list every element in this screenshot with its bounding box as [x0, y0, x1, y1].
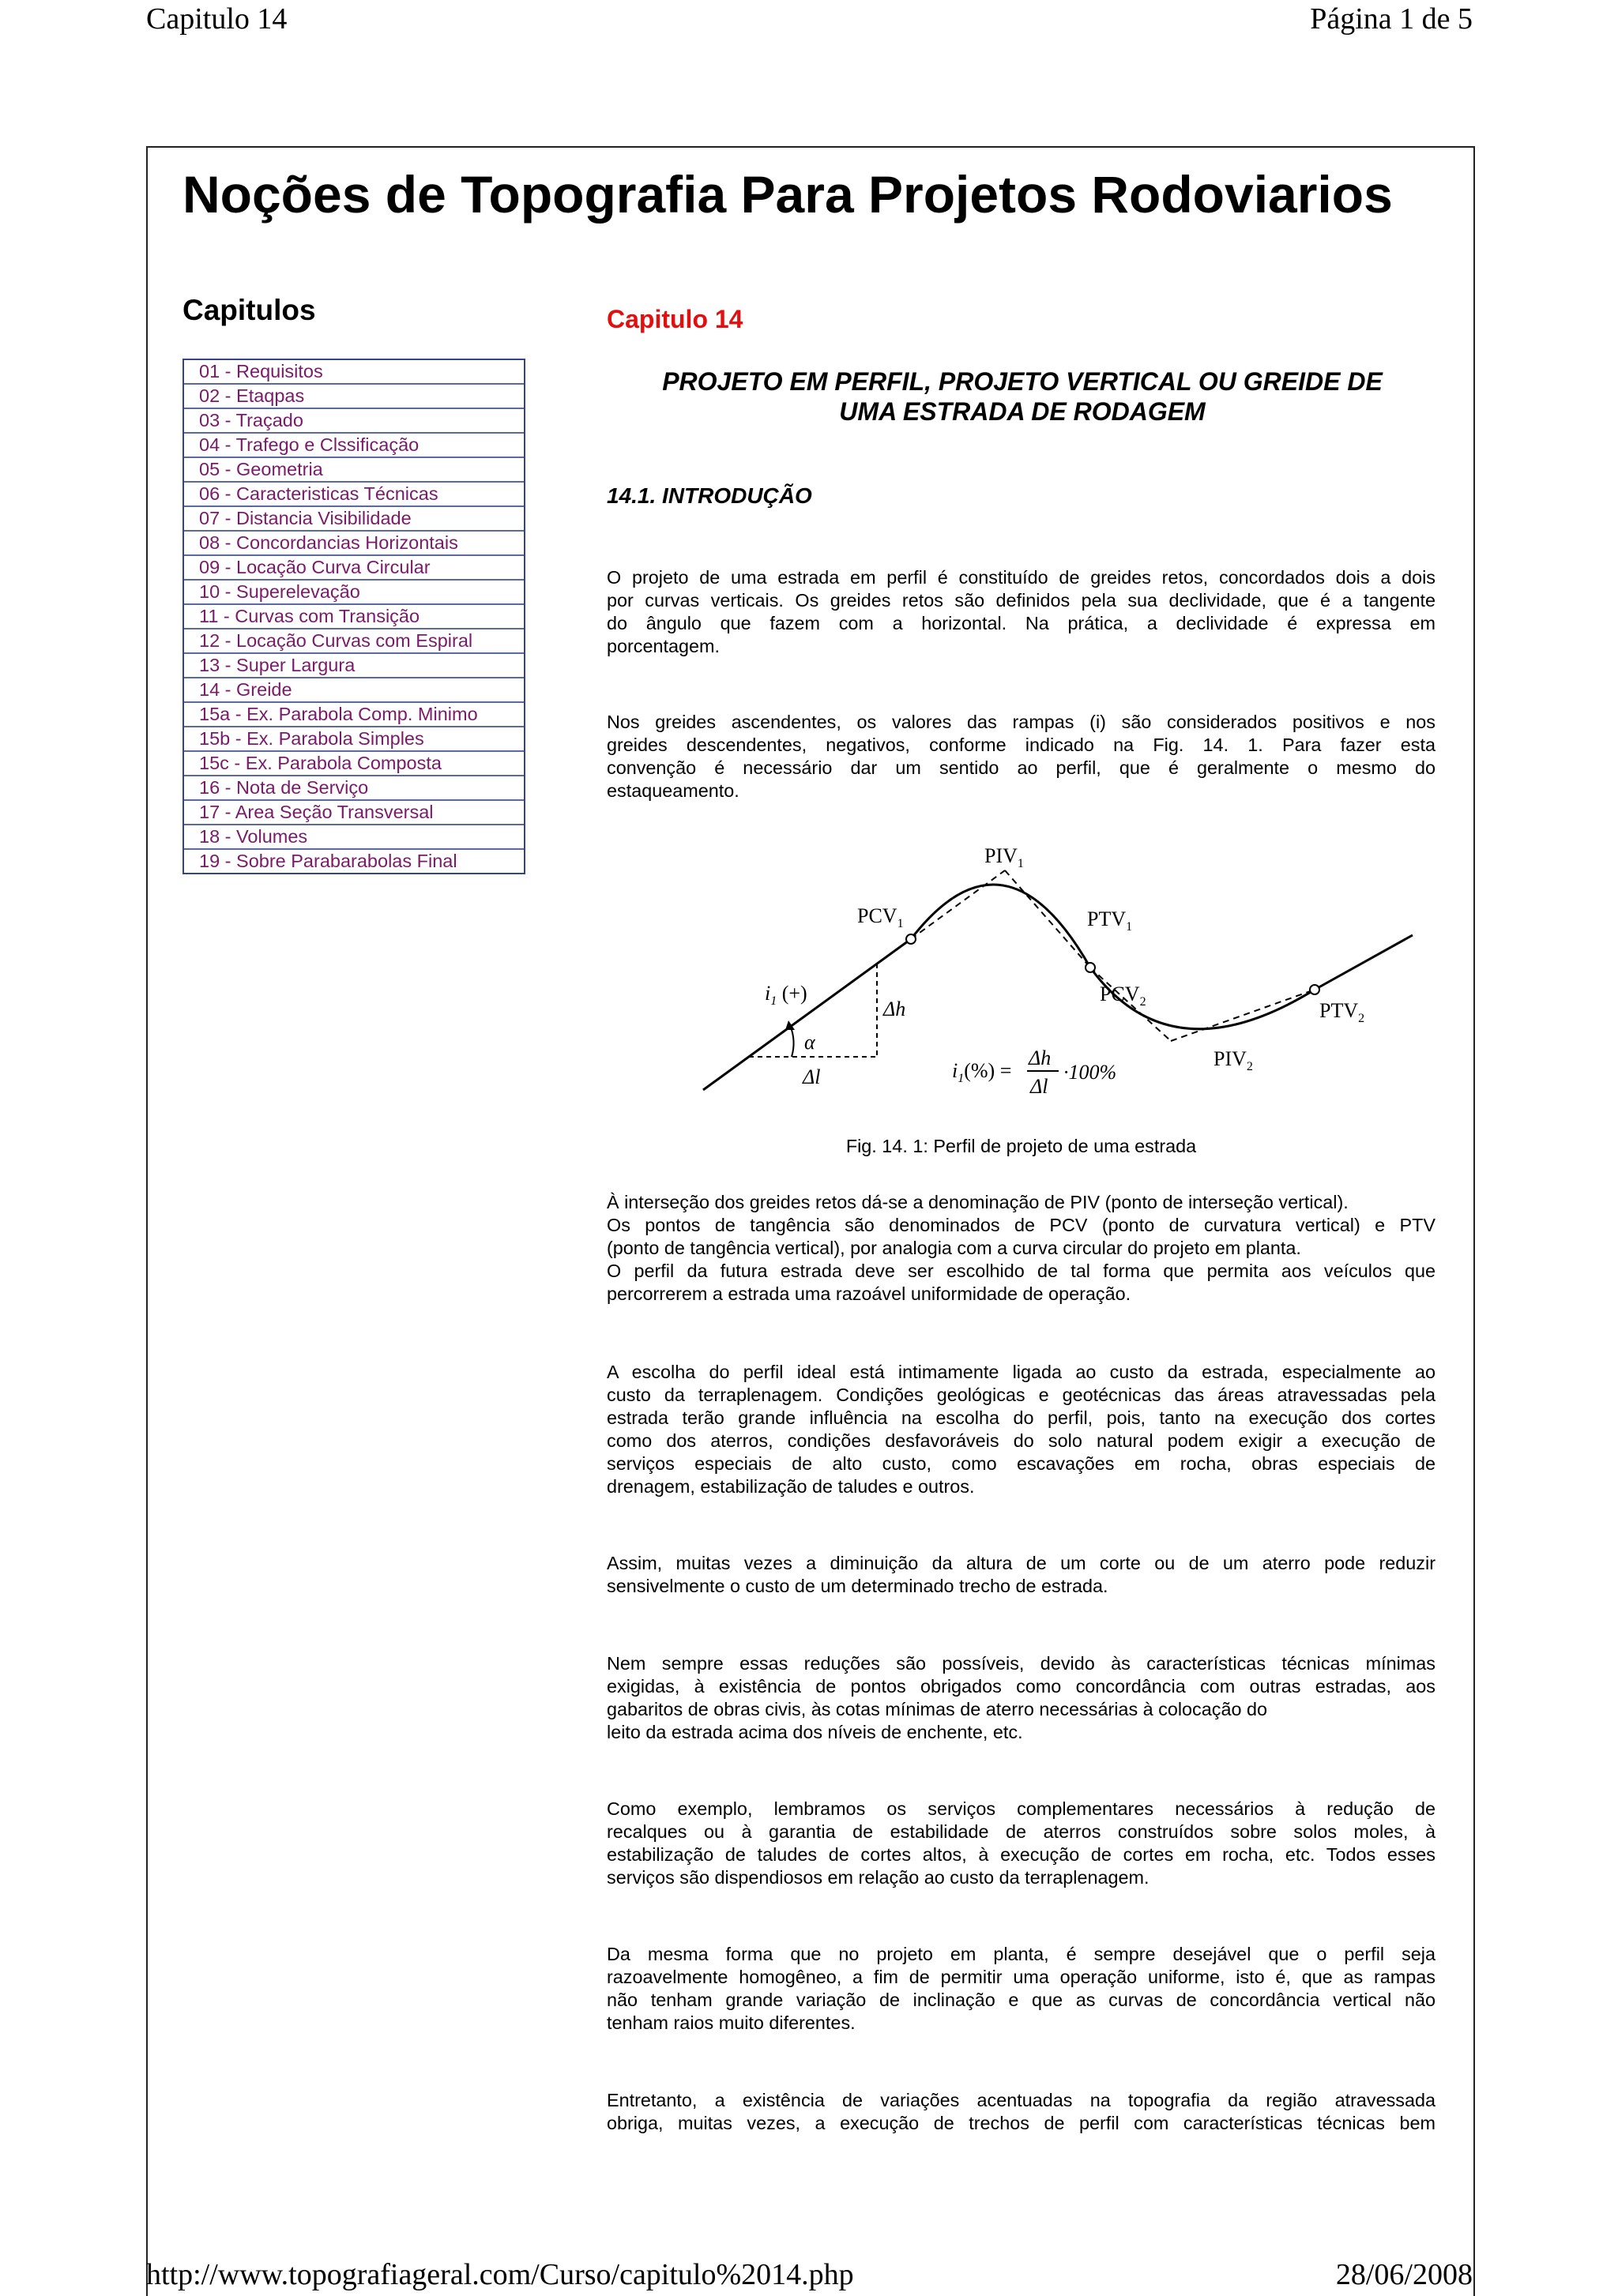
paragraph-9	[607, 2089, 1436, 2135]
paragraph-line: por curvas verticais. Os greides retos são definidos pela sua declividade, que é a tangente	[607, 590, 1436, 611]
chapter-link-16[interactable]: 16 - Nota de Serviço	[184, 776, 524, 801]
paragraph-line: leito da estrada acima dos níveis de enchente, etc.	[607, 1722, 1023, 1742]
page-title: Noções de Topografia Para Projetos Rodoviarios	[182, 165, 1393, 224]
chapter-link-19[interactable]: 19 - Sobre Parabarabolas Final	[199, 851, 457, 871]
formula-rhs: ·100%	[1063, 1061, 1117, 1084]
paragraph-line: Nem sempre essas reduções são possíveis, devido às características técnicas mínimas	[607, 1653, 1436, 1674]
paragraph-line: À interseção dos greides retos dá-se a denominação de PIV (ponto de interseção vertical).	[607, 1192, 1349, 1212]
paragraph-3	[607, 1191, 1436, 1306]
paragraph-line: estaqueamento.	[607, 780, 739, 801]
chapter-link-03[interactable]: 03 - Traçado	[184, 409, 524, 434]
paragraph-line: razoavelmente homogêneo, a fim de permitir uma operação uniforme, isto é, que as rampas	[607, 1967, 1436, 1987]
figure-caption: Fig. 14. 1: Perfil de projeto de uma estrada	[845, 1136, 1197, 1156]
paragraph-line: (ponto de tangência vertical), por analogia com a curva circular do projeto em planta.	[607, 1238, 1301, 1258]
alpha-label: α	[804, 1031, 815, 1054]
chapter-link-05[interactable]: 05 - Geometria	[184, 458, 524, 483]
chapter-link-15c[interactable]: 15c - Ex. Parabola Composta	[184, 752, 524, 776]
tangent-from-piv2	[1171, 990, 1315, 1041]
paragraph-line: exigidas, à existência de pontos obrigados como concordância com outras estradas, aos	[607, 1676, 1436, 1697]
chapter-link-11[interactable]: 11 - Curvas com Transição	[184, 605, 524, 629]
paragraph-line: Como exemplo, lembramos os serviços complementares necessários à redução de	[607, 1798, 1436, 1819]
chapter-link-09[interactable]: 09 - Locação Curva Circular	[184, 556, 524, 581]
tangent-to-piv1	[911, 870, 1005, 939]
grade-line-end	[1315, 935, 1413, 990]
paragraph-line: sensivelmente o custo de um determinado trecho de estrada.	[607, 1576, 1108, 1596]
chapter-link-17[interactable]: 17 - Area Seção Transversal	[184, 801, 524, 825]
crest-curve	[911, 885, 1090, 968]
paragraph-line: serviços especiais de alto custo, como escavações em rocha, obras especiais de	[607, 1453, 1436, 1474]
delta-h-label: Δh	[883, 998, 906, 1020]
ptv1-label: $PTV_1$	[1087, 908, 1133, 934]
sidebar-heading: Capitulos	[182, 294, 316, 326]
page-url: http://www.topografiageral.com/Curso/capitulo%2014.php	[146, 2258, 854, 2291]
paragraph-line: Da mesma forma que no projeto em planta, é sempre desejável que o perfil seja	[607, 1944, 1436, 1964]
ptv1-pcv2-point	[1086, 963, 1095, 972]
paragraph-line: Os pontos de tangência são denominados de PCV (ponto de curvatura vertical) e PTV	[607, 1215, 1436, 1235]
chapter-link-12[interactable]: 12 - Locação Curvas com Espiral	[184, 629, 524, 654]
chapter-link-06[interactable]: 06 - Caracteristicas Técnicas	[184, 483, 524, 507]
paragraph-line: Nos greides ascendentes, os valores das rampas (i) são considerados positivos e nos	[607, 712, 1436, 732]
paragraph-7	[607, 1798, 1436, 1889]
paragraph-line: obriga, muitas vezes, a execução de trechos de perfil com características técnicas bem	[607, 2113, 1436, 2133]
paragraph-line: porcentagem.	[607, 636, 721, 656]
formula-lhs: $i_1(\%)$ =	[952, 1059, 1012, 1085]
paragraph-line: Entretanto, a existência de variações acentuadas na topografia da região atravessada	[607, 2090, 1436, 2110]
paragraph-line: O projeto de uma estrada em perfil é constituído de greides retos, concordados dois a dois	[607, 567, 1436, 588]
paragraph-line: como dos aterros, condições desfavoráveis do solo natural podem exigir a execução de	[607, 1430, 1436, 1451]
chapter-link-10[interactable]: 10 - Superelevação	[184, 581, 524, 605]
piv1-label: $PIV_1$	[984, 844, 1024, 870]
paragraph-8	[607, 1943, 1436, 2035]
paragraph-line: convenção é necessário dar um sentido ao perfil, que é geralmente o mesmo do	[607, 757, 1436, 778]
paragraph-1	[607, 566, 1436, 658]
page-header-title: Capitulo 14	[146, 2, 288, 36]
delta-l-label: Δl	[803, 1065, 821, 1088]
paragraph-line: greides descendentes, negativos, conforme indicado na Fig. 14. 1. Para fazer esta	[607, 735, 1436, 755]
tangent-from-piv1	[1005, 870, 1090, 968]
chapter-link-15a[interactable]: 15a - Ex. Parabola Comp. Minimo	[184, 703, 524, 727]
chapter-link-14[interactable]: 14 - Greide	[184, 678, 524, 703]
paragraph-line: custo da terraplenagem. Condições geológicas e geotécnicas das áreas atravessadas pela	[607, 1385, 1436, 1405]
paragraph-line: Assim, muitas vezes a diminuição da altura de um corte ou de um aterro pode reduzir	[607, 1553, 1436, 1573]
section-title-line-1: PROJETO EM PERFIL, PROJETO VERTICAL OU GREIDE DE	[662, 367, 1383, 396]
chapter-list	[182, 359, 525, 874]
vertical-profile-figure	[695, 837, 1422, 1106]
chapter-link-18[interactable]: 18 - Volumes	[184, 825, 524, 850]
chapter-link-01[interactable]: 01 - Requisitos	[184, 360, 524, 385]
paragraph-line: drenagem, estabilização de taludes e outros.	[607, 1476, 975, 1497]
paragraph-line: recalques ou à garantia de estabilidade de aterros construídos sobre solos moles, à	[607, 1821, 1436, 1842]
page-number: Página 1 de 5	[1310, 2, 1473, 36]
pcv1-point	[906, 934, 916, 944]
paragraph-line: serviços são dispendiosos em relação ao custo da terraplenagem.	[607, 1867, 1150, 1888]
paragraph-line: gabaritos de obras civis, às cotas mínimas de aterro necessárias à colocação do	[607, 1699, 1267, 1719]
paragraph-6	[607, 1652, 1436, 1744]
ptv2-label: $PTV_2$	[1319, 999, 1365, 1025]
paragraph-line: A escolha do perfil ideal está intimamente ligada ao custo da estrada, especialmente ao	[607, 1362, 1436, 1382]
piv2-label: $PIV_2$	[1214, 1047, 1253, 1073]
subsection-heading: 14.1. INTRODUÇÃO	[607, 483, 812, 508]
chapter-link-13[interactable]: 13 - Super Largura	[184, 654, 524, 678]
formula-denominator: Δl	[1030, 1075, 1048, 1098]
ptv2-point	[1310, 985, 1319, 994]
paragraph-line: O perfil da futura estrada deve ser escolhido de tal forma que permita aos veículos que	[607, 1261, 1436, 1281]
chapter-heading: Capitulo 14	[607, 305, 743, 333]
paragraph-5	[607, 1552, 1436, 1598]
section-title-line-2: UMA ESTRADA DE RODAGEM	[839, 397, 1206, 426]
chapter-link-07[interactable]: 07 - Distancia Visibilidade	[184, 507, 524, 532]
paragraph-2	[607, 711, 1436, 802]
paragraph-line: estrada terão grande influência na escolha do perfil, pois, tanto na execução dos cortes	[607, 1407, 1436, 1428]
section-title	[607, 366, 1438, 427]
print-date: 28/06/2008	[1335, 2258, 1473, 2291]
paragraph-line: estabilização de taludes de cortes altos, à execução de cortes em rocha, etc. Todos esses	[607, 1844, 1436, 1865]
chapter-link-08[interactable]: 08 - Concordancias Horizontais	[184, 532, 524, 556]
pcv1-label: $PCV_1$	[857, 904, 904, 930]
chapter-link-02[interactable]: 02 - Etaqpas	[184, 385, 524, 409]
pcv2-label: $PCV_2$	[1100, 983, 1146, 1009]
chapter-link-04[interactable]: 04 - Trafego e Clssificação	[184, 434, 524, 458]
paragraph-line: não tenham grande variação de inclinação e que as curvas de concordância vertical não	[607, 1990, 1436, 2010]
formula-numerator: Δh	[1029, 1047, 1052, 1069]
paragraph-line: do ângulo que fazem com a horizontal. Na prática, a declividade é expressa em	[607, 613, 1436, 633]
i1-label: $i_1$ (+)	[765, 982, 807, 1008]
chapter-link-15b[interactable]: 15b - Ex. Parabola Simples	[184, 727, 524, 752]
paragraph-4	[607, 1361, 1436, 1498]
paragraph-line: tenham raios muito diferentes.	[607, 2012, 856, 2033]
paragraph-line: percorrerem a estrada uma razoável uniformidade de operação.	[607, 1283, 1131, 1304]
